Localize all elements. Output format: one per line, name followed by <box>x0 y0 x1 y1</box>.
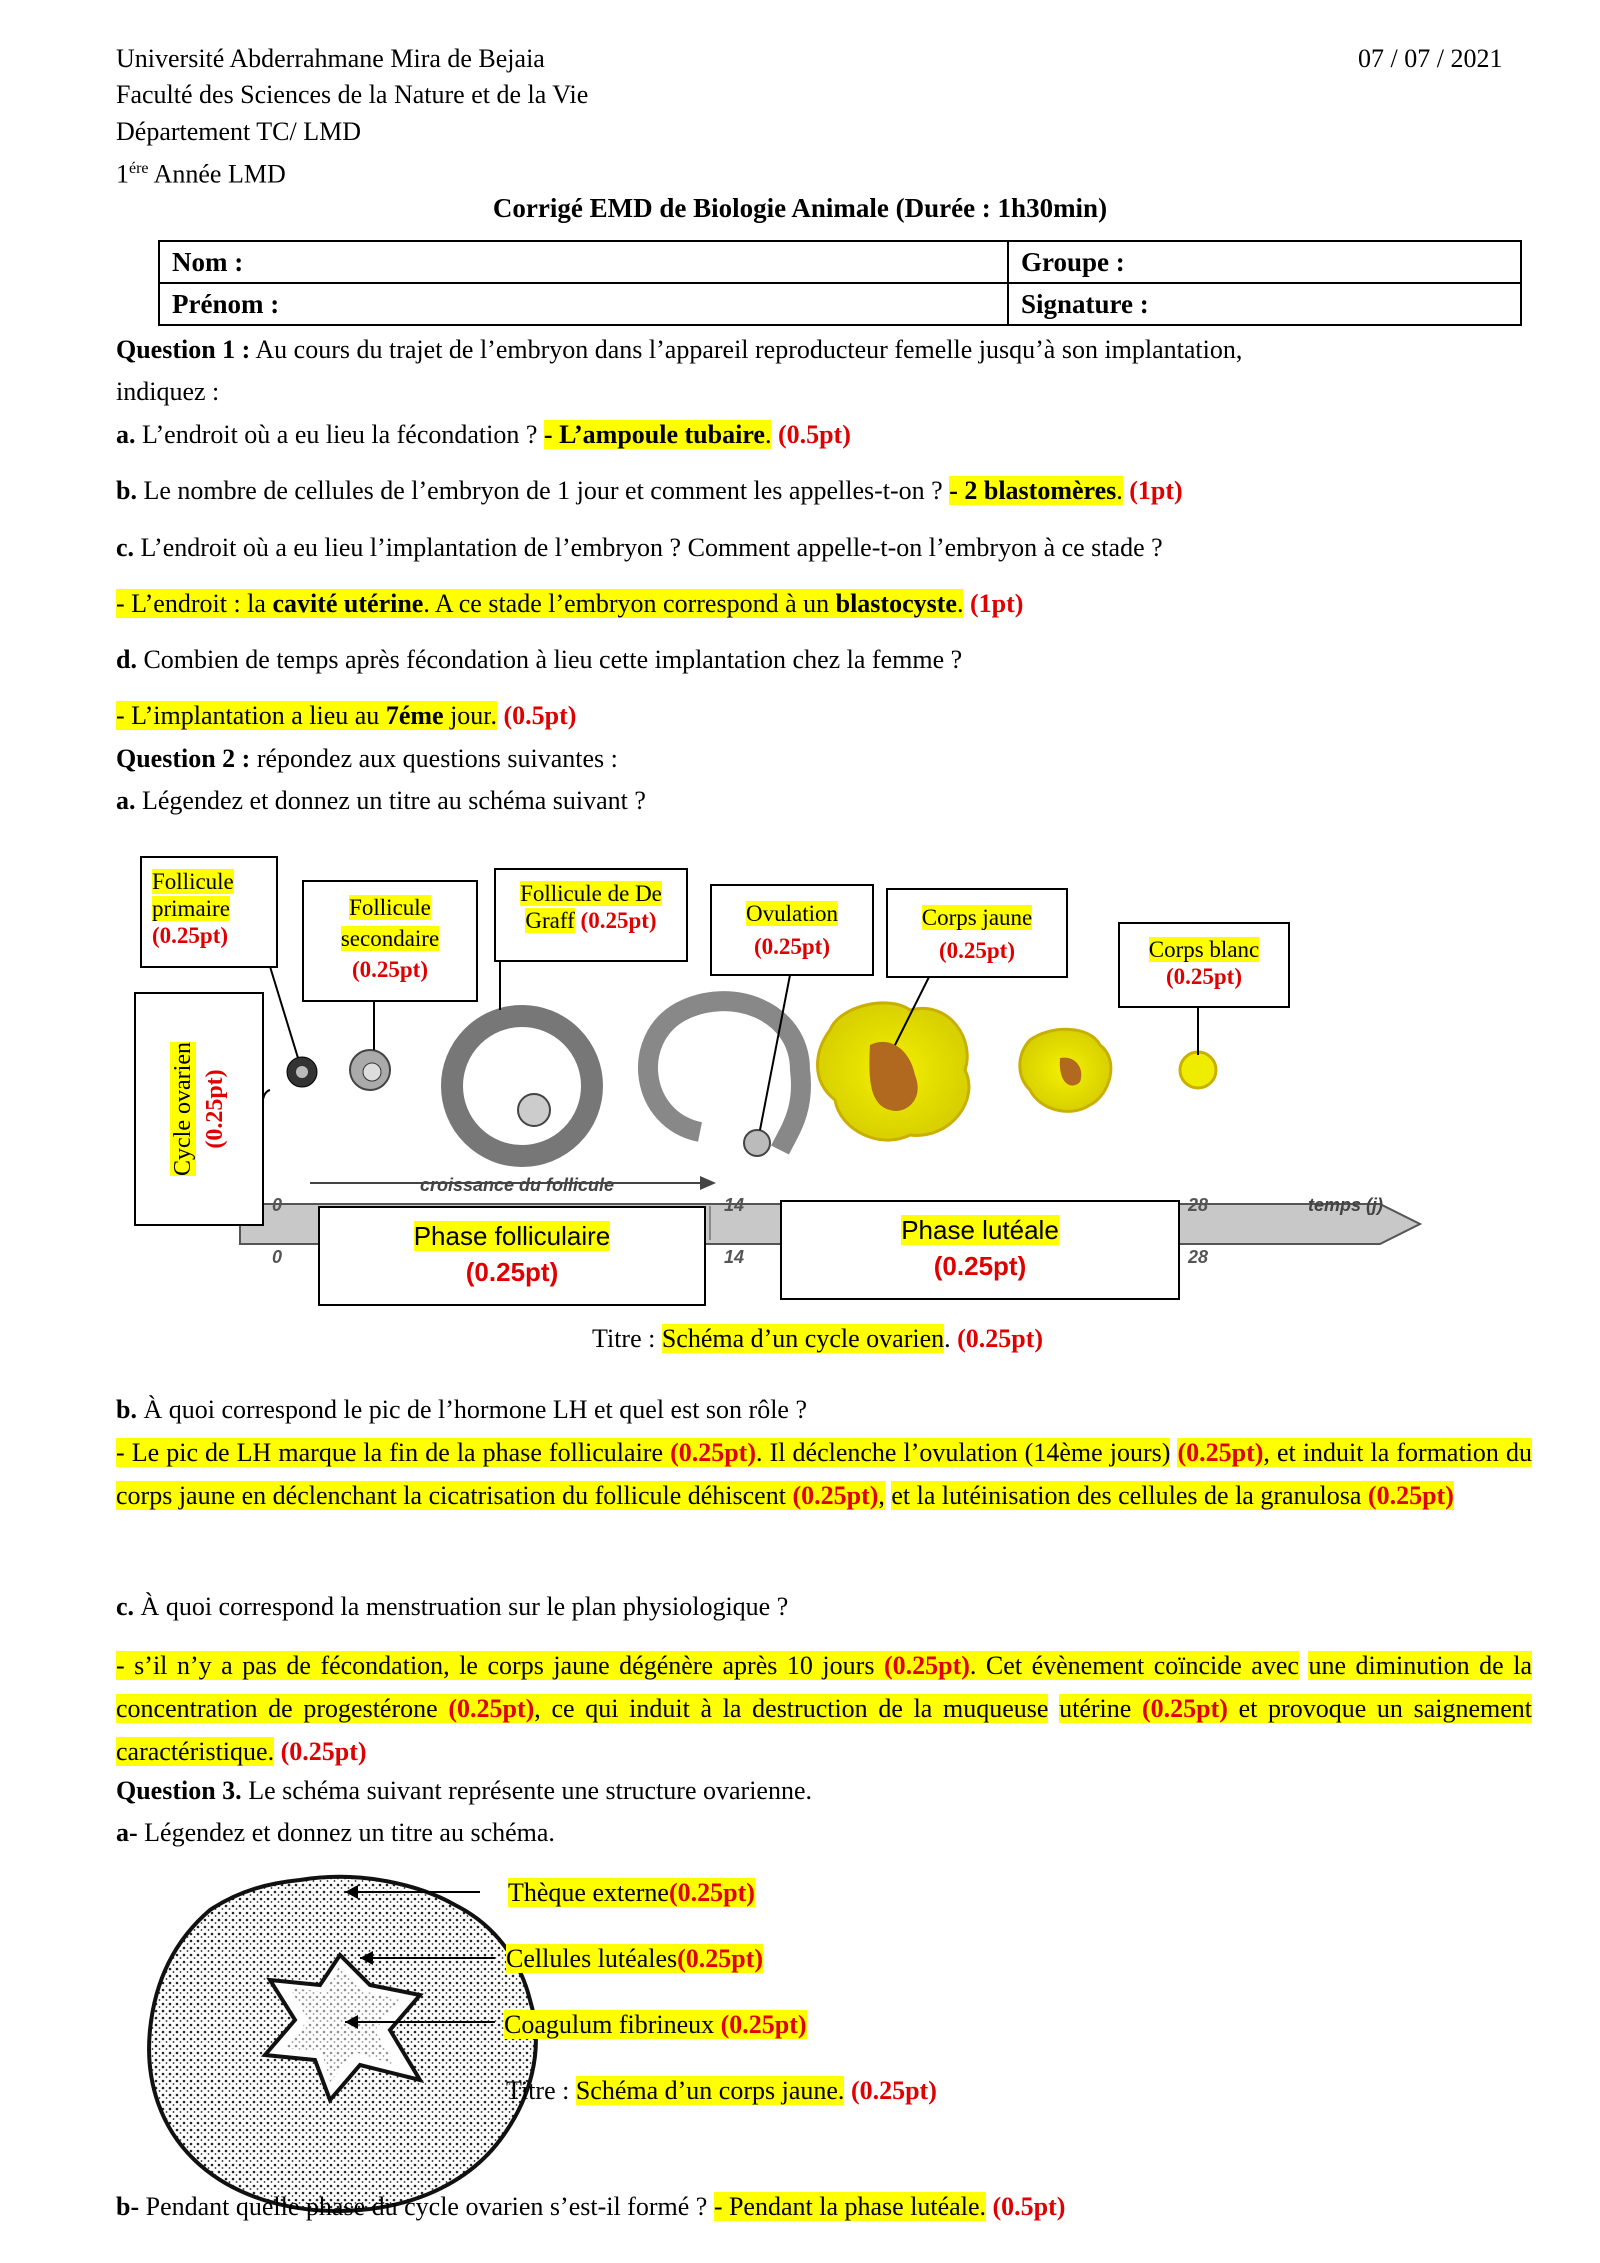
primary-follicle-points: (0.25pt) <box>152 923 229 948</box>
phase-luteal-points: (0.25pt) <box>933 1251 1027 1281</box>
label-theca-externa <box>508 1878 755 1908</box>
q1-text: Au cours du trajet de l’embryon dans l’appareil reproducteur femelle jusqu’à son implantation, <box>250 335 1243 364</box>
q2c-label: c. <box>116 1592 135 1621</box>
secondary-follicle-points: (0.25pt) <box>351 957 429 982</box>
q3b-text: Pendant quelle phase du cycle ovarien s’est-il formé ? <box>139 2192 714 2221</box>
q1-label: Question 1 : <box>116 335 251 364</box>
graafian-follicle-word2: Graff <box>525 908 575 933</box>
q3b <box>116 2192 1065 2222</box>
q1d-answer-1: - L’implantation a lieu au <box>116 701 386 730</box>
q2b-answer-5: et la lutéinisation des cellules de la granulosa <box>891 1481 1368 1510</box>
q2b-answer-2: . Il déclenche l’ovulation (14ème jours) <box>756 1438 1171 1467</box>
q1c-dot: . <box>956 589 964 618</box>
q2a-text: Légendez et donnez un titre au schéma suivant ? <box>135 786 646 815</box>
q1b-label: b. <box>116 476 137 505</box>
year-superscript: ére <box>129 160 149 177</box>
department-name: Département TC/ LMD <box>116 117 362 146</box>
secondary-follicle-word2: secondaire <box>340 926 440 951</box>
corpus-luteum-title-points: (0.25pt) <box>850 2076 937 2105</box>
phase-follicular-points: (0.25pt) <box>465 1257 559 1287</box>
q1d-dot: . <box>490 701 498 730</box>
firstname-field[interactable]: Prénom : <box>159 283 1008 325</box>
q1b-points: (1pt) <box>1122 476 1183 505</box>
theca-externa-points: (0.25pt) <box>668 1878 755 1907</box>
q2c-answer-2: . Cet évènement coïncide avec <box>969 1651 1299 1680</box>
ovulation-word: Ovulation <box>746 901 838 926</box>
q2a-label: a. <box>116 786 136 815</box>
q1c-label: c. <box>116 533 135 562</box>
q1c-answer-1: - L’endroit : la <box>116 589 273 618</box>
q1-prompt-cont: indiquez : <box>116 377 220 406</box>
label-lutein-cells <box>506 1944 763 1974</box>
q1a-points: (0.5pt) <box>771 420 851 449</box>
q2b-points-4: (0.25pt) <box>1367 1481 1454 1510</box>
year-number: 1 <box>116 159 129 189</box>
lutein-cells-text: Cellules lutéales <box>506 1944 678 1973</box>
exam-title: Corrigé EMD de Biologie Animale (Durée : 1h30min) <box>492 193 1108 223</box>
corpus-albicans-points: (0.25pt) <box>1165 964 1243 989</box>
primary-follicle-word1: Follicule <box>152 869 234 894</box>
q2c-answer-1: - s’il n’y a pas de fécondation, le corps jaune dégénère après 10 jours <box>116 1651 884 1680</box>
q1a-text: L’endroit où a eu lieu la fécondation ? <box>135 420 544 449</box>
q3b-answer: - Pendant la phase lutéale. <box>713 2192 986 2221</box>
q3b-label: b- <box>116 2192 140 2221</box>
graafian-follicle-word1: Follicule de De <box>520 881 662 906</box>
graafian-follicle-points: (0.25pt) <box>580 908 657 933</box>
corpus-luteum-title-label: Titre : <box>506 2076 576 2105</box>
time-label: temps (j) <box>1308 1195 1384 1215</box>
q1a-answer: - L’ampoule tubaire <box>543 420 765 449</box>
q2b-text: À quoi correspond le pic de l’hormone LH et quel est son rôle ? <box>136 1395 808 1424</box>
q1d-answer-3: jour <box>443 701 491 730</box>
day-14-bottom: 14 <box>724 1247 745 1267</box>
q1a-label: a. <box>116 420 136 449</box>
q3a-label: a- <box>116 1818 138 1847</box>
corpus-luteum-points: (0.25pt) <box>938 938 1016 963</box>
q1d-text: Combien de temps après fécondation à lieu cette implantation chez la femme ? <box>136 645 963 674</box>
q2b-answer-4: , <box>878 1481 885 1510</box>
exam-date: 07 / 07 / 2021 <box>1358 44 1503 73</box>
q2b-points-2: (0.25pt) <box>1177 1438 1264 1467</box>
q2c-text: À quoi correspond la menstruation sur le plan physiologique ? <box>134 1592 789 1621</box>
q2c-points-1: (0.25pt) <box>883 1651 970 1680</box>
q1c-text: L’endroit où a eu lieu l’implantation de l’embryon ? Comment appelle-t-on l’embryon à ce stade ? <box>134 533 1163 562</box>
q1b-dot: . <box>1116 476 1123 505</box>
q2c-points-4: (0.25pt) <box>280 1737 367 1766</box>
q2b-points-3: (0.25pt) <box>792 1481 879 1510</box>
university-name: Université Abderrahmane Mira de Bejaia <box>116 44 545 73</box>
q1d-answer-2: 7éme <box>385 701 444 730</box>
q2c-answer-6: et provoque un saignement caractéristique. <box>116 1694 1533 1766</box>
day-0-top: 0 <box>272 1195 283 1215</box>
day-14-top: 14 <box>724 1195 745 1215</box>
q1a-dot: . <box>764 420 772 449</box>
q2c-answer-4: , ce qui induit à la destruction de la muqueuse <box>534 1694 1049 1723</box>
ovarian-cycle-points: (0.25pt) <box>202 1069 228 1149</box>
day-28-top: 28 <box>1188 1195 1209 1215</box>
q2c-points-2: (0.25pt) <box>448 1694 535 1723</box>
day-0-bottom: 0 <box>272 1247 283 1267</box>
q2-text: répondez aux questions suivantes : <box>250 744 618 773</box>
signature-field[interactable]: Signature : <box>1008 283 1521 325</box>
phase-luteal-word: Phase lutéale <box>901 1215 1059 1245</box>
q3b-points: (0.5pt) <box>992 2192 1066 2221</box>
lutein-cells-points: (0.25pt) <box>677 1944 764 1973</box>
q1b-answer: - 2 blastomères <box>949 476 1117 505</box>
q1c-answer-4: blastocyste <box>835 589 957 618</box>
q2c-points-3: (0.25pt) <box>1142 1694 1228 1723</box>
corpus-albicans-word: Corps blanc <box>1148 937 1260 962</box>
name-field[interactable]: Nom : <box>159 241 1008 283</box>
q2b-label: b. <box>116 1395 137 1424</box>
corpus-luteum-title <box>506 2076 937 2106</box>
q1d-label: d. <box>116 645 137 674</box>
q1d-points: (0.5pt) <box>497 701 577 730</box>
label-fibrin-coagulum <box>504 2010 807 2040</box>
corpus-luteum-word: Corps jaune <box>921 905 1033 930</box>
q3a-text: Légendez et donnez un titre au schéma. <box>137 1818 555 1847</box>
q2b-points-1: (0.25pt) <box>670 1438 756 1467</box>
q3-text: Le schéma suivant représente une structure ovarienne. <box>241 1776 812 1805</box>
q1c-points: (1pt) <box>963 589 1024 618</box>
faculty-name: Faculté des Sciences de la Nature et de la Vie <box>116 80 589 109</box>
group-field[interactable]: Groupe : <box>1008 241 1521 283</box>
q2c-answer-5: utérine <box>1059 1694 1142 1723</box>
day-28-bottom: 28 <box>1188 1247 1209 1267</box>
year-rest: Année LMD <box>148 159 286 189</box>
primary-follicle-word2: primaire <box>152 896 230 921</box>
secondary-follicle-word1: Follicule <box>349 895 431 920</box>
phase-follicular-word: Phase folliculaire <box>413 1221 611 1251</box>
q3-label: Question 3. <box>116 1776 242 1805</box>
q1c-answer-3: . A ce stade l’embryon correspond à un <box>423 589 836 618</box>
diagram-title-label: Titre : <box>592 1324 662 1353</box>
q2b-answer-3: , et induit la formation du corps jaune en déclenchant la cicatrisation du follicule déhiscent <box>116 1438 1532 1510</box>
diagram-title-text: Schéma d’un cycle ovarien <box>661 1324 945 1353</box>
q2-label: Question 2 : <box>116 744 251 773</box>
ovarian-cycle-word: Cycle ovarien <box>170 1042 196 1176</box>
q2b-answer-1: - Le pic de LH marque la fin de la phase folliculaire <box>116 1438 671 1467</box>
q1b-text: Le nombre de cellules de l’embryon de 1 jour et comment les appelles-t-on ? <box>136 476 950 505</box>
fibrin-coagulum-points: (0.25pt) <box>720 2010 807 2039</box>
growth-label: croissance du follicule <box>420 1175 615 1195</box>
theca-externa-text: Thèque externe <box>508 1878 669 1907</box>
q1c-answer-2: cavité utérine <box>272 589 424 618</box>
q2c-answer-3: une diminution de la concentration de progestérone <box>116 1651 1533 1723</box>
diagram-title-dot: . <box>944 1324 951 1353</box>
diagram-title-points: (0.25pt) <box>950 1324 1044 1353</box>
corpus-luteum-title-text: Schéma d’un corps jaune. <box>575 2076 845 2105</box>
fibrin-coagulum-text: Coagulum fibrineux <box>504 2010 721 2039</box>
ovulation-points: (0.25pt) <box>753 934 831 959</box>
